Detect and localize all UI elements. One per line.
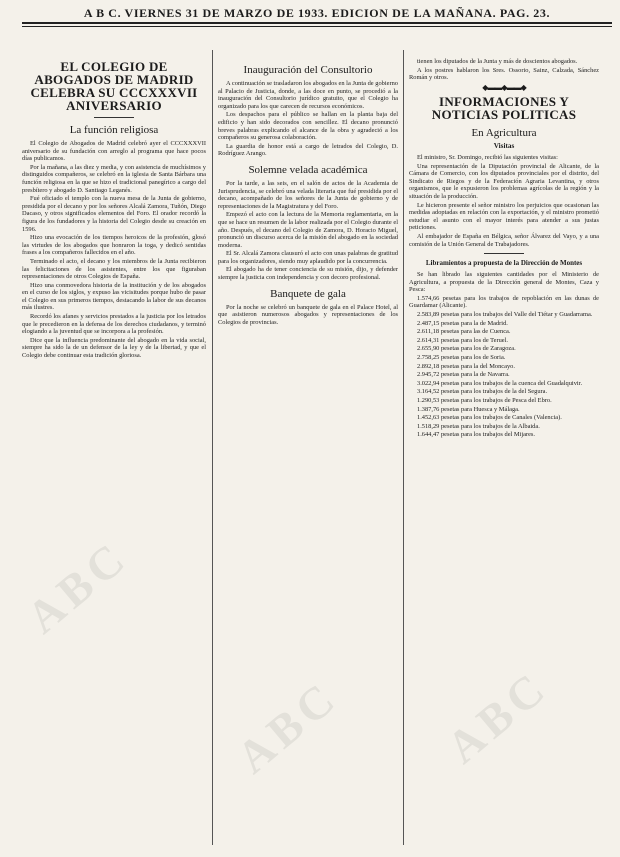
page-masthead: A B C. VIERNES 31 DE MARZO DE 1933. EDICION DE LA MAÑANA. PAG. 23. xyxy=(83,6,551,20)
column-divider-left xyxy=(212,50,213,845)
headline-rule xyxy=(94,117,134,118)
list-item: 3.164,52 pesetas para los trabajos de la del Segura. xyxy=(417,388,548,396)
paragraph: Hizo una conmovedora historia de la institución y de los abogados en el curso de los siglos, y expuso las vicisitudes porque hubo de pasar el Colegio en sus primeros tiempos, destacando la labor de sus decanos más ilustres. xyxy=(22,281,206,312)
paragraph: El ministro, Sr. Domingo, recibió las siguientes visitas: xyxy=(417,153,558,161)
section-subhead: Solemne velada académica xyxy=(248,163,368,176)
list-item: 2.655,90 pesetas para los de Zaragoza. xyxy=(417,345,516,353)
list-item: 2.611,18 pesetas para las de Cuenca. xyxy=(417,328,511,336)
section-rule xyxy=(484,253,524,254)
article-headline: EL COLEGIO DE ABOGADOS DE MADRID CELEBRA SU CCCXXXVII ANIVERSARIO xyxy=(30,59,198,113)
paragraph: tienen los diputados de la Junta y más de doscientos abogados. xyxy=(417,58,578,65)
section-title: INFORMACIONES Y NOTICIAS POLITICAS xyxy=(431,94,577,123)
section-subhead: Inauguración del Consultorio xyxy=(243,64,373,76)
list-item: 3.022,94 pesetas para los trabajos de la cuenca del Guadalquivir. xyxy=(417,379,583,387)
ornament-divider: ◆▬▬◆▬▬◆ xyxy=(482,82,526,92)
subsection-title: Visitas xyxy=(493,142,515,151)
subsection-title: Libramientos a propuesta de la Dirección de Montes xyxy=(425,259,583,268)
right-column xyxy=(409,58,599,848)
list-item: 2.758,25 pesetas para los de Soria. xyxy=(417,354,506,362)
list-item: 2.945,72 pesetas para la de Navarra. xyxy=(417,371,510,379)
masthead-bottom-rule xyxy=(22,26,612,27)
paragraph: Hizo una evocación de los tiempos heroicos de la profesión, glosó las virtudes de los abogados que honraron la toga, y dedicó sentidas frases a los compañeros fallecidos en el año. xyxy=(22,234,206,257)
list-item: 1.518,29 pesetas para los trabajos de la Albaida. xyxy=(417,422,540,430)
section-subhead: Banquete de gala xyxy=(270,287,346,300)
paragraph: Empezó el acto con la lectura de la Memoria reglamentaria, en la que se hace un resumen de la labor realizada por el Colegio durante el año. Después, el decano del Colegio de Zamora, D. Horacio Miguel, pronunció un discurso acerca de la misión del abogado en la sociedad moderna. xyxy=(218,211,398,249)
paragraph: Por la tarde, a las seis, en el salón de actos de la Academia de Jurisprudencia, se celebró una velada literaria que fué presidida por el decano, acompañado de los señores de la Junta de gobierno y de representaciones de la Magistratura y del Foro. xyxy=(218,179,398,210)
paragraph: El Sr. Alcalá Zamora clausuró el acto con unas palabras de gratitud para los organizadores, siendo muy aplaudido por la concurrencia. xyxy=(218,250,398,265)
middle-column xyxy=(218,58,398,848)
paragraph: El Colegio de Abogados de Madrid celebró ayer el CCCXXXVII aniversario de su fundación con arreglo al programa que hace pocos días publicamos. xyxy=(22,140,206,163)
column-divider-right xyxy=(403,50,404,845)
paragraph: Por la noche se celebró un banquete de gala en el Palace Hotel, al que asistieron numerosos abogados y representaciones de los Colegios de provincias. xyxy=(218,303,398,326)
paragraph: Fué oficiado el templo con la nueva mesa de la Junta de gobierno, presidida por el decano y por los señores Alcalá Zamora, Tuñón, Diego Dacaso, y otros significados elementos del Foro. El orador recordó la figura de los fundadores y la historia del Colegio desde su creación en 1596. xyxy=(22,195,206,233)
list-item: 2.583,89 pesetas para los trabajos del Valle del Tiétar y Guadarrama. xyxy=(417,311,593,319)
paragraph: Recordó los afanes y servicios prestados a la justicia por los letrados que le precedieron en la defensa de los derechos ciudadanos, y terminó elogiando a la juventud que se incorpora a la profesión. xyxy=(22,313,206,336)
paragraph: Dice que la influencia predominante del abogado en la vida social, siempre ha sido la de un defensor de la ley y de la libertad, y que el Colegio debe continuar esta tradición gloriosa. xyxy=(22,336,206,360)
masthead-top-rule xyxy=(22,22,612,24)
watermark-text: ABC xyxy=(17,529,139,644)
watermark-text: ABC xyxy=(227,669,349,784)
list-item: 2.487,15 pesetas para la de Madrid. xyxy=(417,319,508,327)
left-column xyxy=(22,58,206,848)
paragraph: Por la mañana, a las diez y media, y con asistencia de muchísimos y distinguidos compañeros, se celebró en la iglesia de Santa Bárbara una función religiosa en la que se hizo el tradicional panegírico a cargo del presbítero y abogado D. Santiago Leganés. xyxy=(22,163,206,194)
list-item: 1.644,47 pesetas para los trabajos del Mijares. xyxy=(417,431,536,439)
paragraph: A continuación se trasladaron los abogados en la Junta de gobierno al Palacio de Justicia, donde, a las doce en punto, se procedió a la inauguración del Consultorio jurídico gratuito, que el Colegio ha organizado para los que carecen de recursos económicos. xyxy=(218,80,398,110)
paragraph: Los despachos para el público se hallan en la planta baja del edificio y han sido decorados con sencillez. El decano pronunció breves palabras explicando el alcance de la obra y agradeció a los compañeros su generosa colaboración. xyxy=(218,111,398,142)
section-subhead: La función religiosa xyxy=(69,124,159,136)
paragraph: A los postres hablaron los Sres. Ossorio, Sainz, Calzada, Sánchez Román y otros. xyxy=(409,66,599,82)
paragraph: El abogado ha de tener conciencia de su misión, dijo, y defender siempre la justicia con independencia y con decoro profesional. xyxy=(218,266,398,282)
paragraph: La guardia de honor está a cargo de letrados del Colegio, D. Rodríguez Arango. xyxy=(218,142,398,158)
list-item: 1.452,63 pesetas para los trabajos de Canales (Valencia). xyxy=(417,414,562,422)
list-item: 2.892,18 pesetas para la del Moncayo. xyxy=(417,362,515,370)
list-item: 1.290,53 pesetas para los trabajos de Pesca del Ebro. xyxy=(417,397,552,404)
list-item: 2.614,31 pesetas para los de Teruel. xyxy=(417,336,509,344)
watermark-text: ABC xyxy=(437,659,559,774)
paragraph: Terminado el acto, el decano y los miembros de la Junta recibieron las felicitaciones de los asistentes, entre los que figuraban representaciones de otros Colegios de España. xyxy=(22,257,206,281)
paragraph: Una representación de la Diputación provincial de Alicante, de la Cámara de Comercio, con los diputados provinciales por el distrito, del Sindicato de Riegos y de la Federación Agraria Levantina, y otros organismos, que le expusieron los problemas agrícolas de la región y la situación de la producción. xyxy=(409,162,599,200)
paragraph: Le hicieron presente el señor ministro los perjuicios que ocasionan las medidas adoptadas en relación con la exportación, y el ministro prometió estudiar el asunto con el mayor interés para atender a sus justas peticiones. xyxy=(409,201,599,232)
paragraph: Al embajador de España en Bélgica, señor Álvarez del Vayo, y a una comisión de la Unión General de Trabajadores. xyxy=(409,232,599,248)
section-subhead: En Agricultura xyxy=(471,127,537,140)
list-item: 1.387,76 pesetas para Huesca y Málaga. xyxy=(417,405,520,413)
list-item: 1.574,66 pesetas para los trabajos de repoblación en las dunas de Guardamar (Alicante). xyxy=(409,294,599,310)
paragraph: Se han librado las siguientes cantidades por el Ministerio de Agricultura, a propuesta de la Dirección general de Montes, Caza y Pesca: xyxy=(409,271,599,294)
